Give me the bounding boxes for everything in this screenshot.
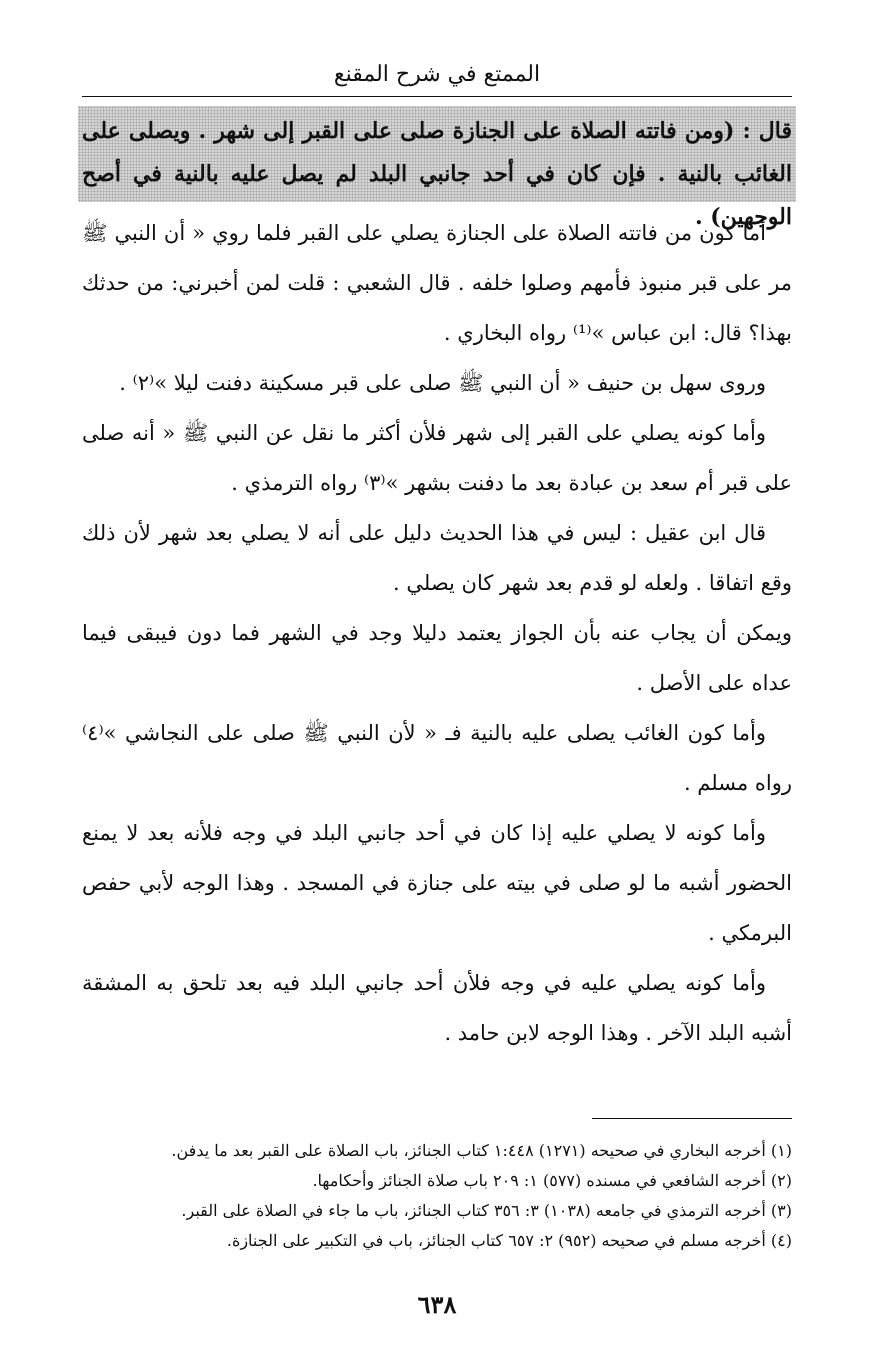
footnote: (٣) أخرجه الترمذي في جامعه (١٠٣٨) ٣: ٣٥٦ كتاب الجنائز، باب ما جاء في الصلاة على القبر. [181, 1201, 792, 1220]
header-rule [82, 96, 792, 97]
page-number: ٦٣٨ [417, 1290, 457, 1319]
footnote: (٢) أخرجه الشافعي في مسنده (٥٧٧) ١: ٢٠٩ باب صلاة الجنائز وأحكامها. [312, 1171, 792, 1190]
paragraph: وأما كون الغائب يصلى عليه بالنية فـ « لأن النبي ﷺ صلى على النجاشي »⁽٤⁾ رواه مسلم . [82, 721, 792, 795]
running-head: الممتع في شرح المقنع [333, 62, 541, 87]
footnote-rule [592, 1118, 792, 1119]
paragraph: ويمكن أن يجاب عنه بأن الجواز يعتمد دليلا وجد في الشهر فما دون فيبقى فيما عداه على الأصل . [82, 621, 792, 695]
paragraph: قال ابن عقيل : ليس في هذا الحديث دليل على أنه لا يصلي بعد شهر لأن ذلك وقع اتفاقا . ولعله لو قدم بعد شهر كان يصلي . [82, 521, 792, 595]
paragraph: وأما كونه يصلي عليه في وجه فلأن أحد جانبي البلد فيه بعد تلحق به المشقة أشبه البلد الآخر . وهذا الوجه لابن حامد . [82, 971, 792, 1045]
footnotes [82, 1136, 792, 1256]
paragraph: أما كون من فاتته الصلاة على الجنازة يصلي على القبر فلما روي « أن النبي ﷺ مر على قبر منبوذ فأمهم وصلوا خلفه . قال الشعبي : قلت لمن أخبرني: من حدثك بهذا؟ قال: ابن عباس »⁽¹⁾ رواه البخاري . [82, 221, 792, 345]
paragraph: وروى سهل بن حنيف « أن النبي ﷺ صلى على قبر مسكينة دفنت ليلا »⁽٢⁾ . [119, 371, 766, 395]
paragraph: وأما كونه يصلي على القبر إلى شهر فلأن أكثر ما نقل عن النبي ﷺ « أنه صلى على قبر أم سعد بن عبادة بعد ما دفنت بشهر »⁽٣⁾ رواه الترمذي . [82, 421, 792, 495]
footnote: (٤) أخرجه مسلم في صحيحه (٩٥٢) ٢: ٦٥٧ كتاب الجنائز، باب في التكبير على الجنازة. [226, 1231, 792, 1250]
commentary-body [82, 208, 792, 1058]
footnote: (١) أخرجه البخاري في صحيحه (١٢٧١) ١:٤٤٨ كتاب الجنائز، باب الصلاة على القبر بعد ما يدفن. [171, 1141, 792, 1160]
paragraph: وأما كونه لا يصلي عليه إذا كان في أحد جانبي البلد في وجه فلأنه بعد لا يمنع الحضور أشبه ما لو صلى في بيته على جنازة في المسجد . وهذا الوجه لأبي حفص البرمكي . [82, 821, 792, 945]
book-page [82, 0, 792, 1372]
matn-text-highlighted: قال : (ومن فاتته الصلاة على الجنازة صلى على القبر إلى شهر . ويصلى على الغائب بالنية . فإن كان في أحد جانبي البلد لم يصل عليه بالنية في أصح الوجهين) . [78, 106, 796, 202]
